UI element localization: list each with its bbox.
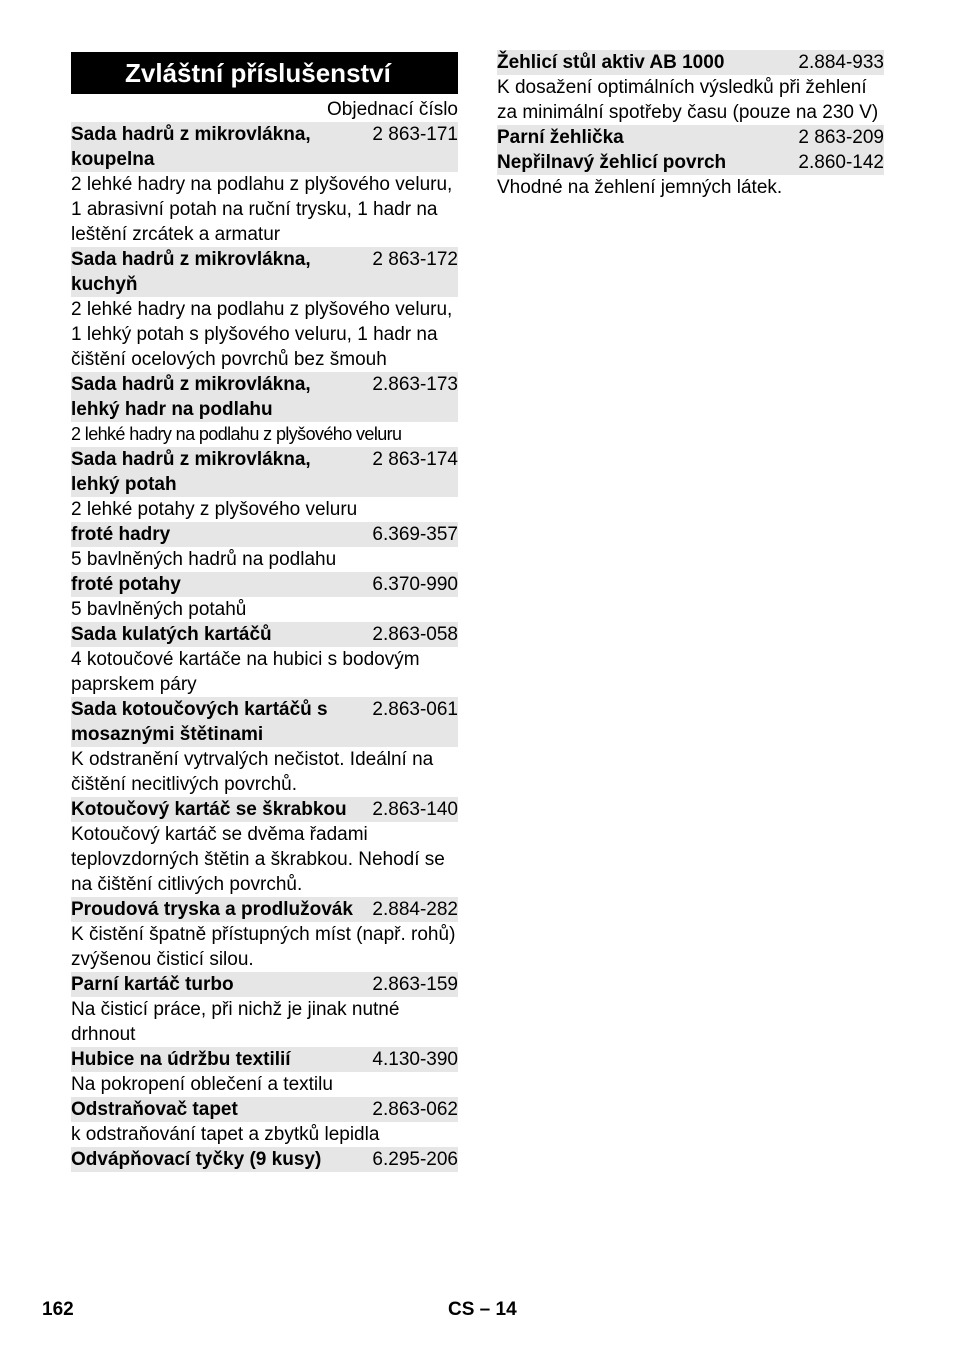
- accessory-name: Proudová tryska a prodlužovák: [71, 899, 353, 920]
- accessory-item-header: [71, 1097, 458, 1122]
- accessory-description: 5 bavlněných potahů: [71, 599, 247, 620]
- accessory-description: 2 lehké hadry na podlahu z plyšového veluru: [71, 424, 402, 444]
- accessory-item-header: [71, 447, 458, 497]
- page-number: 162: [42, 1299, 74, 1320]
- accessory-name: froté hadry: [71, 524, 171, 545]
- accessory-item-header: [71, 247, 458, 297]
- order-number: 2.863-061: [372, 699, 458, 720]
- accessory-item-header: [71, 897, 458, 922]
- accessory-name: Sada hadrů z mikrovlákna, koupelna: [71, 124, 311, 170]
- order-number: 2.884-282: [372, 899, 458, 920]
- accessory-description: K čistění špatně přístupných míst (např. rohů) zvýšenou čisticí silou.: [71, 924, 456, 970]
- accessory-description: 5 bavlněných hadrů na podlahu: [71, 549, 337, 570]
- order-number: 2.863-173: [372, 374, 458, 395]
- order-number-label: Objednací číslo: [327, 99, 458, 120]
- accessory-item-header: [71, 797, 458, 822]
- accessory-description: 4 kotoučové kartáče na hubici s bodovým paprskem páry: [71, 649, 420, 695]
- accessory-item-header: [71, 972, 458, 997]
- accessory-description: 2 lehké potahy z plyšového veluru: [71, 499, 358, 520]
- accessory-description: 2 lehké hadry na podlahu z plyšového veluru, 1 abrasivní potah na ruční trysku, 1 hadr na leštění zrcátek a armatur: [71, 174, 453, 245]
- order-number: 4.130-390: [372, 1049, 458, 1070]
- accessory-name: Žehlicí stůl aktiv AB 1000: [497, 52, 725, 73]
- left-column: [71, 50, 458, 1172]
- order-number: 2.863-062: [372, 1099, 458, 1120]
- accessory-description: K dosažení optimálních výsledků při žehlení za minimální spotřeby času (pouze na 230 V): [497, 77, 879, 123]
- order-number: 6.295-206: [372, 1149, 458, 1170]
- accessory-name: Odstraňovač tapet: [71, 1099, 238, 1120]
- accessory-name: Parní žehlička: [497, 127, 624, 148]
- right-column: [497, 50, 884, 200]
- accessory-item-header: [71, 1047, 458, 1072]
- accessory-description: k odstraňování tapet a zbytků lepidla: [71, 1124, 380, 1145]
- accessory-item-header: [71, 572, 458, 597]
- order-number: 2.863-159: [372, 974, 458, 995]
- accessory-description: K odstranění vytrvalých nečistot. Ideální na čištění necitlivých povrchů.: [71, 749, 434, 795]
- accessory-name: Sada hadrů z mikrovlákna, kuchyň: [71, 249, 311, 295]
- order-number: 2.863-058: [372, 624, 458, 645]
- language-page-label: CS – 14: [448, 1299, 517, 1320]
- accessory-description: 2 lehké hadry na podlahu z plyšového veluru, 1 lehký potah s plyšového veluru, 1 hadr na čištění ocelových povrchů bez šmouh: [71, 299, 453, 370]
- accessory-name: Sada kulatých kartáčů: [71, 624, 272, 645]
- accessory-item-header: [71, 522, 458, 547]
- accessory-name: Sada hadrů z mikrovlákna, lehký potah: [71, 449, 311, 495]
- accessory-description: Na pokropení oblečení a textilu: [71, 1074, 333, 1095]
- accessory-name: Sada kotoučových kartáčů s mosaznými štětinami: [71, 699, 328, 745]
- order-number: 6.370-990: [372, 574, 458, 595]
- accessory-item-header: [71, 622, 458, 647]
- order-number: 2.884-933: [798, 52, 884, 73]
- accessory-item-header: [497, 125, 884, 150]
- accessory-name: Kotoučový kartáč se škrabkou: [71, 799, 347, 820]
- order-number: 2 863-174: [372, 449, 458, 470]
- accessory-item-header: [71, 122, 458, 172]
- accessory-item-header: [497, 150, 884, 175]
- order-number: 2 863-171: [372, 124, 458, 145]
- accessory-item-header: [71, 372, 458, 422]
- order-number: 6.369-357: [372, 524, 458, 545]
- order-number: 2.863-140: [372, 799, 458, 820]
- section-title: Zvláštní příslušenství: [71, 52, 458, 94]
- order-number: 2 863-209: [798, 127, 884, 148]
- accessory-name: Nepřilnavý žehlicí povrch: [497, 152, 727, 173]
- accessory-description: Vhodné na žehlení jemných látek.: [497, 177, 783, 198]
- accessory-name: froté potahy: [71, 574, 181, 595]
- accessory-item-header: [71, 1147, 458, 1172]
- accessory-item-header: [71, 697, 458, 747]
- accessory-description: Na čisticí práce, při nichž je jinak nutné drhnout: [71, 999, 400, 1045]
- accessory-name: Hubice na údržbu textilií: [71, 1049, 291, 1070]
- accessory-name: Odvápňovací tyčky (9 kusy): [71, 1149, 322, 1170]
- accessory-description: Kotoučový kartáč se dvěma řadami teplovzdorných štětin a škrabkou. Nehodí se na čištění citlivých povrchů.: [71, 824, 445, 895]
- order-number: 2.860-142: [798, 152, 884, 173]
- accessory-list-right: [497, 50, 884, 200]
- accessory-list-left: [71, 122, 458, 1172]
- accessory-name: Sada hadrů z mikrovlákna, lehký hadr na podlahu: [71, 374, 311, 420]
- accessory-name: Parní kartáč turbo: [71, 974, 234, 995]
- order-number: 2 863-172: [372, 249, 458, 270]
- accessory-item-header: [497, 50, 884, 75]
